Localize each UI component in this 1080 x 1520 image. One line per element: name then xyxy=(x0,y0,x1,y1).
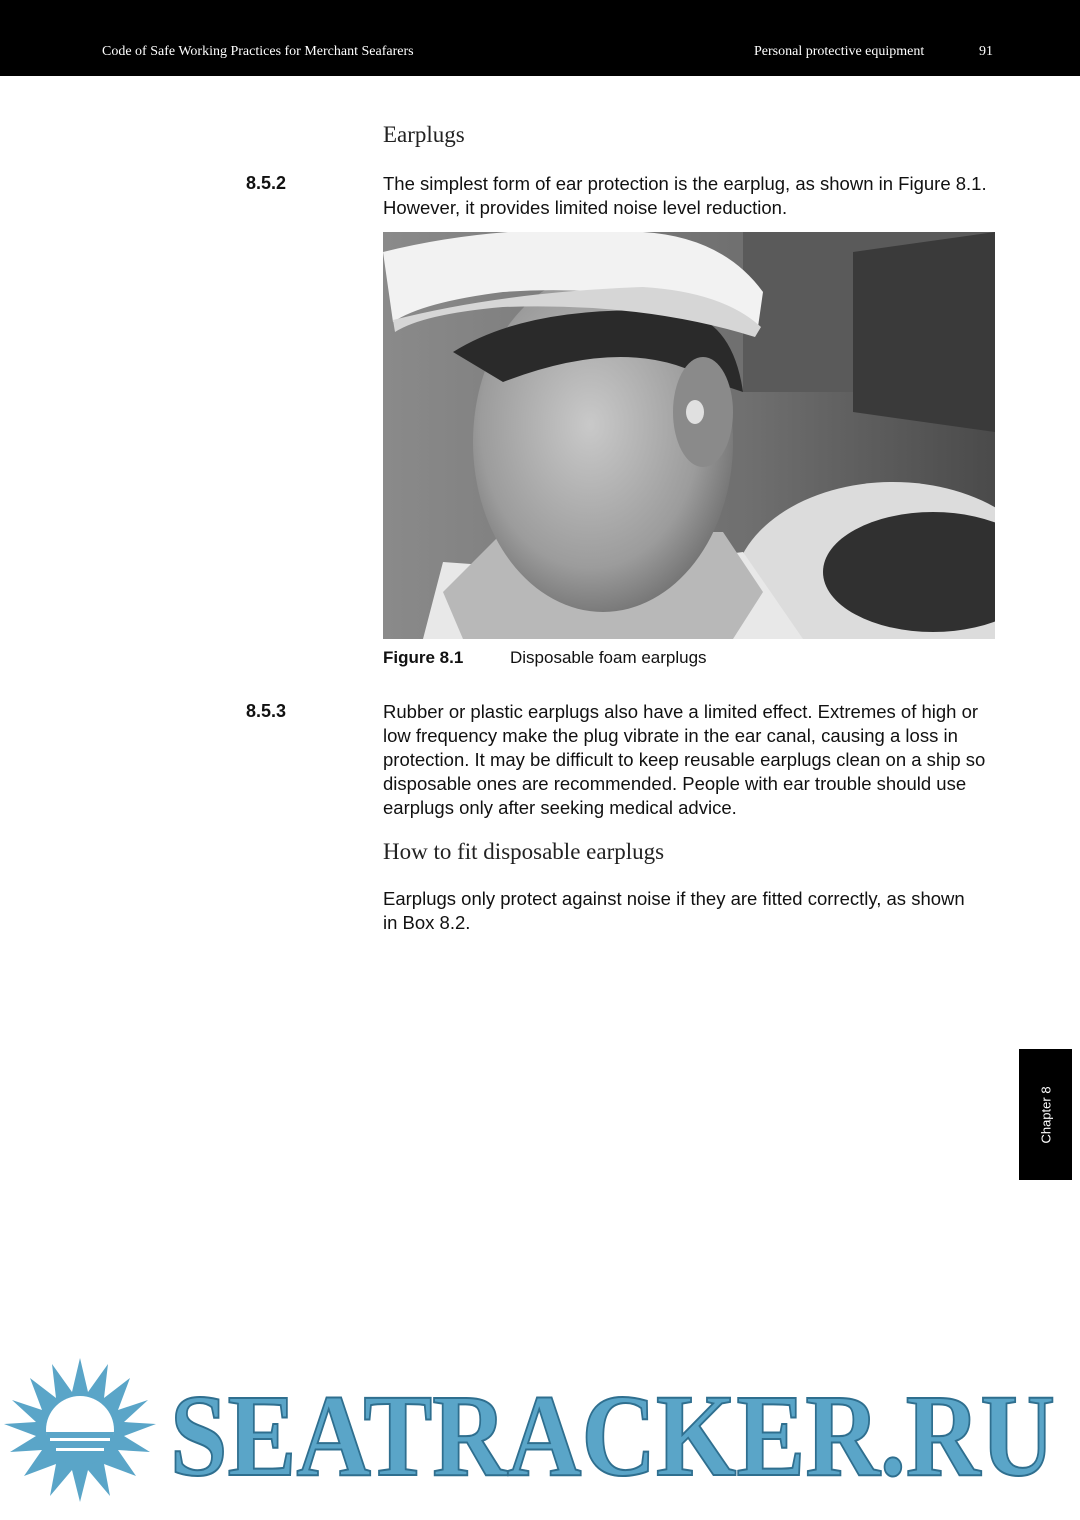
figure-caption-text: Disposable foam earplugs xyxy=(510,648,707,667)
section-title: Personal protective equipment xyxy=(754,44,925,59)
earplugs-heading: Earplugs xyxy=(383,122,465,147)
page-number: 91 xyxy=(979,44,993,59)
paragraph-number-853: 8.5.3 xyxy=(246,701,287,721)
worker-with-earplugs-image xyxy=(383,232,995,639)
watermark-logo xyxy=(0,1350,1080,1515)
figure-label: Figure 8.1 xyxy=(383,648,464,667)
paragraph-number-852: 8.5.2 xyxy=(246,173,287,193)
book-title: Code of Safe Working Practices for Merchant Seafarers xyxy=(102,44,414,59)
watermark-text: SEATRACKER.RU xyxy=(170,1370,1055,1501)
fit-earplugs-heading: How to fit disposable earplugs xyxy=(383,839,665,864)
figure-caption xyxy=(383,648,707,668)
sun-icon xyxy=(4,1358,156,1502)
watermark xyxy=(0,1350,1080,1515)
paragraph-852: The simplest form of ear protection is the earplug, as shown in Figure 8.1. However, it provides limited noise level reduction. xyxy=(383,173,987,218)
paragraph-853: Rubber or plastic earplugs also have a limited effect. Extremes of high or low frequency make the plug vibrate in the ear canal, causing a loss in protection. It may be difficult to keep reusable earplugs clean on a ship so disposable ones are recommended. People with ear trouble should use earplugs only after seeking medical advice. xyxy=(383,701,986,818)
fit-earplugs-text: Earplugs only protect against noise if they are fitted correctly, as shown in Box 8.2. xyxy=(383,888,965,933)
chapter-tab xyxy=(1019,1049,1072,1180)
figure-photo xyxy=(383,232,995,639)
page-header xyxy=(0,0,1080,76)
chapter-tab-label: Chapter 8 xyxy=(1038,1085,1053,1144)
